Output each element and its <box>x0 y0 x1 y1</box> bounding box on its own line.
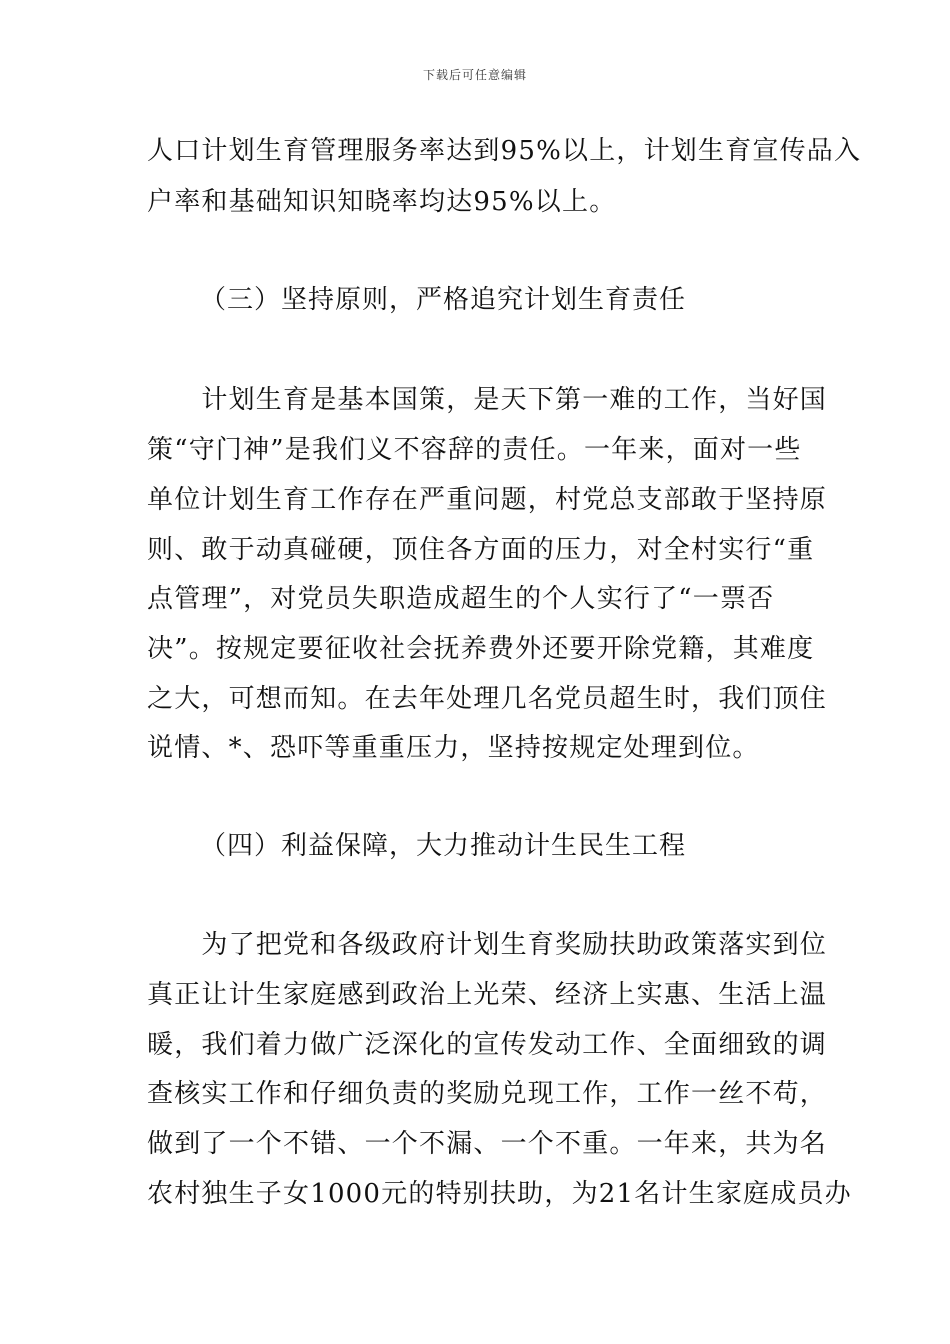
paragraph-line: 计划生育是基本国策，是天下第一难的工作，当好国 <box>147 385 828 415</box>
paragraph-line: 说情、*、恐吓等重重压力，坚持按规定处理到位。 <box>147 733 760 763</box>
section-heading-3: （三）坚持原则，严格追究计划生育责任 <box>200 285 687 315</box>
paragraph-line: 暖，我们着力做广泛深化的宣传发动工作、全面细致的调 <box>147 1030 828 1060</box>
paragraph-line: 户率和基础知识知晓率均达95%以上。 <box>147 187 617 217</box>
page-header-note: 下载后可任意编辑 <box>422 68 527 82</box>
paragraph-line: 策“守门神”是我们义不容辞的责任。一年来，面对一些 <box>147 435 802 465</box>
paragraph-line: 人口计划生育管理服务率达到95%以上，计划生育宣传品入 <box>147 136 862 166</box>
paragraph-line: 之大，可想而知。在去年处理几名党员超生时，我们顶住 <box>147 684 828 714</box>
paragraph-line: 农村独生子女1000元的特别扶助，为21名计生家庭成员办 <box>147 1179 852 1209</box>
section-heading-4: （四）利益保障，大力推动计生民生工程 <box>200 831 687 861</box>
paragraph-line: 做到了一个不错、一个不漏、一个不重。一年来，共为名 <box>147 1129 828 1159</box>
paragraph-line: 真正让计生家庭感到政治上光荣、经济上实惠、生活上温 <box>147 980 828 1010</box>
paragraph-line: 为了把党和各级政府计划生育奖励扶助政策落实到位 <box>147 930 828 960</box>
paragraph-line: 点管理”，对党员失职造成超生的个人实行了“一票否 <box>147 584 775 614</box>
paragraph-line: 决”。按规定要征收社会抚养费外还要开除党籍，其难度 <box>147 634 815 664</box>
paragraph-line: 单位计划生育工作存在严重问题，村党总支部敢于坚持原 <box>147 485 828 515</box>
paragraph-line: 则、敢于动真碰硬，顶住各方面的压力，对全村实行“重 <box>147 535 815 565</box>
paragraph-line: 查核实工作和仔细负责的奖励兑现工作，工作一丝不苟， <box>147 1079 828 1109</box>
